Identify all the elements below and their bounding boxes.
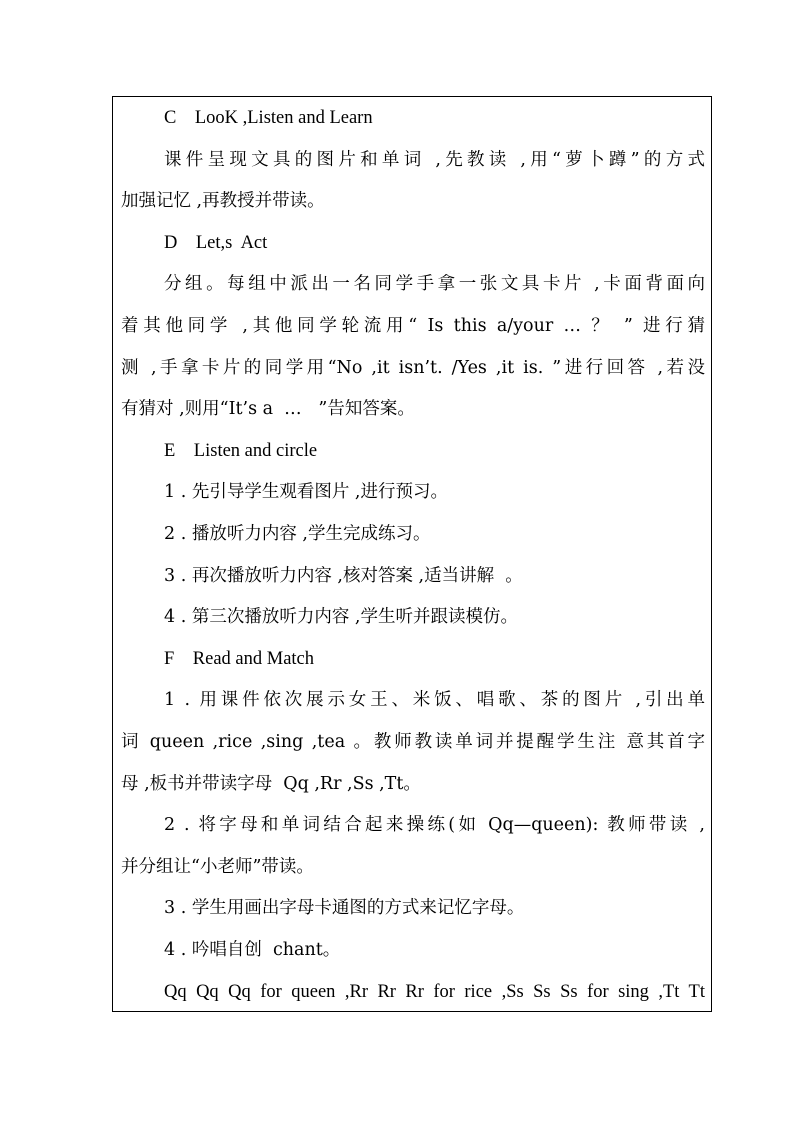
paragraph-line: 着其他同学 ,其他同学轮流用“ Is this a/your … ？ ” 进行猜	[121, 316, 705, 336]
section-heading-d: D Let,s Act	[164, 232, 268, 253]
paragraph-line: 并分组让“小老师”带读。	[121, 856, 314, 877]
list-item: 2 . 播放听力内容 ,学生完成练习。	[164, 524, 431, 544]
paragraph-line: 有猜对 ,则用“It’s a … ”告知答案。	[121, 399, 415, 420]
list-item: 4 . 吟唱自创 chant。	[164, 940, 341, 960]
paragraph-line: 加强记忆 ,再教授并带读。	[121, 191, 325, 212]
section-heading-f: F Read and Match	[164, 648, 315, 669]
chant-line: Qq Qq Qq for queen ,Rr Rr Rr for rice ,Ss Ss Ss for sing ,Tt Tt	[164, 981, 705, 1002]
list-item: 3 . 学生用画出字母卡通图的方式来记忆字母。	[164, 898, 525, 919]
list-item: 4 . 第三次播放听力内容 ,学生听并跟读模仿。	[164, 607, 518, 628]
section-heading-e: E Listen and circle	[164, 440, 318, 461]
list-item: 1 . 用课件依次展示女王、米饭、唱歌、茶的图片 ,引出单	[164, 690, 705, 711]
paragraph-line: 词 queen ,rice ,sing ,tea 。教师教读单词并提醒学生注 意其首字	[121, 732, 705, 752]
lesson-plan-frame	[112, 96, 712, 1012]
paragraph-line: 测 ,手拿卡片的同学用“No ,it isn’t. /Yes ,it is. ”进行回答 ,若没	[121, 357, 705, 378]
paragraph-line: 分组。每组中派出一名同学手拿一张文具卡片 ,卡面背面向	[164, 274, 705, 295]
list-item: 3 . 再次播放听力内容 ,核对答案 ,适当讲解 。	[164, 565, 523, 586]
paragraph-line: 母 ,板书并带读字母 Qq ,Rr ,Ss ,Tt。	[121, 773, 421, 794]
paragraph-line: 课件呈现文具的图片和单词 ,先教读 ,用“萝卜蹲”的方式	[164, 149, 705, 170]
section-heading-c: C LooK ,Listen and Learn	[164, 108, 373, 128]
list-item: 2 . 将字母和单词结合起来操练(如 Qq—queen): 教师带读 ,	[164, 815, 705, 836]
list-item: 1 . 先引导学生观看图片 ,进行预习。	[164, 482, 448, 503]
